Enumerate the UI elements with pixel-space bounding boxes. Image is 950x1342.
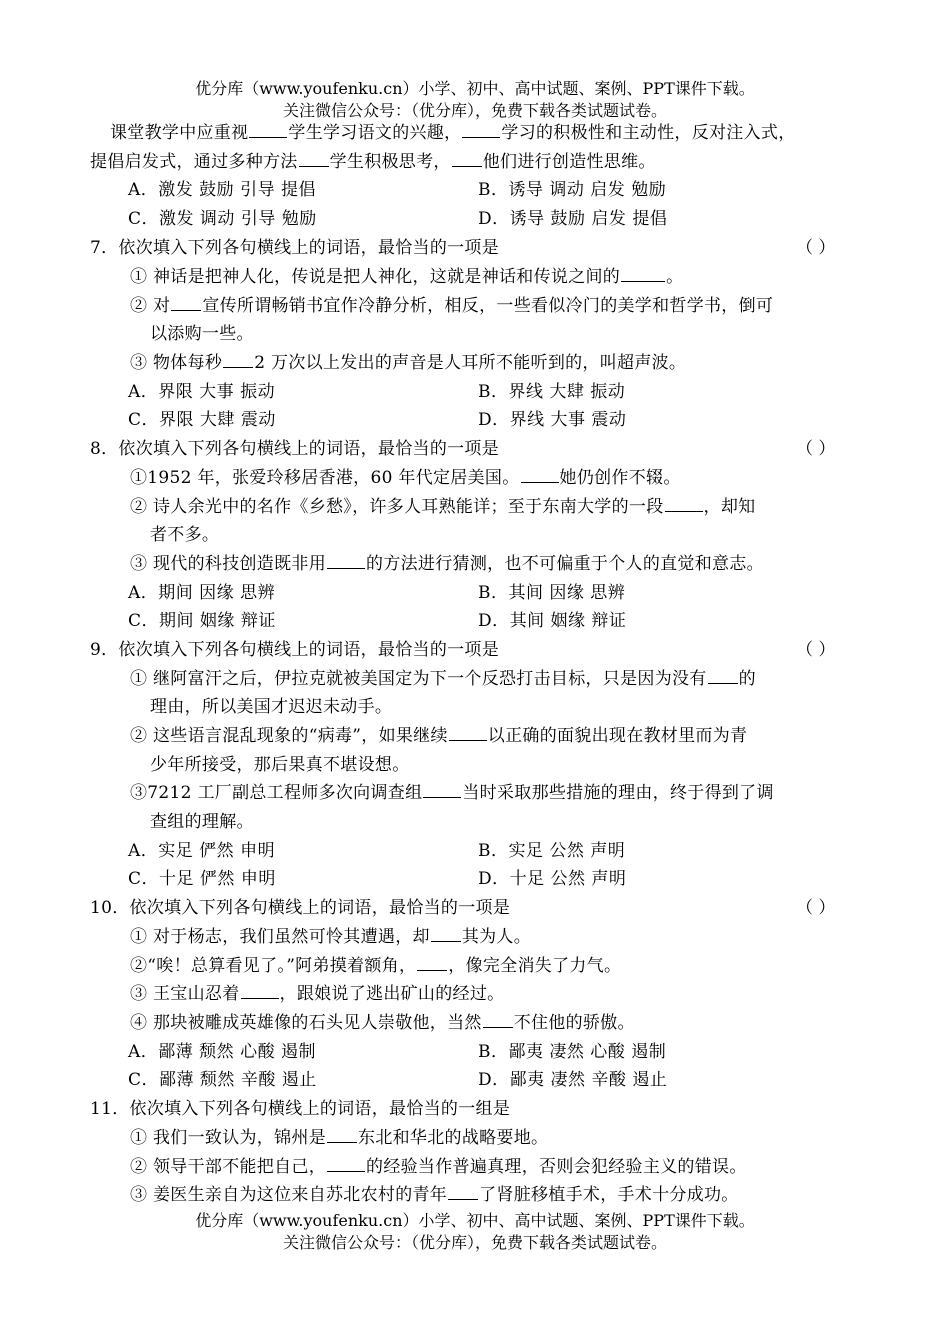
q6-option-d[interactable]: D．诱导 鼓励 启发 提倡 bbox=[478, 209, 668, 229]
q7-item-3: ③ 物体每秒 2 万次以上发出的声音是人耳所不能听到的，叫超声波。 bbox=[130, 353, 687, 373]
q7-item-2-cont: 以添购一些。 bbox=[150, 324, 254, 344]
q8-item-2-cont: 者不多。 bbox=[150, 525, 220, 545]
q8-item-3: ③ 现代的科技创造既非用 的方法进行猜测，也不可偏重于个人的直觉和意志。 bbox=[130, 554, 764, 574]
header-line-1: 优分库（www.youfenku.cn）小学、初中、高中试题、案例、PPT课件下载。 bbox=[195, 79, 755, 98]
q11-item-3: ③ 姜医生亲自为这位来自苏北农村的青年 了肾脏移植手术，手术十分成功。 bbox=[130, 1185, 739, 1205]
q9-item-3-cont: 查组的理解。 bbox=[150, 812, 254, 832]
q8-title: 8．依次填入下列各句横线上的词语，最恰当的一项是 bbox=[90, 439, 500, 459]
header-line-2: 关注微信公众号：（优分库），免费下载各类试题试卷。 bbox=[282, 101, 667, 120]
answer-blank[interactable] bbox=[223, 351, 253, 368]
q10-option-d[interactable]: D．鄙夷 凄然 辛酸 遏止 bbox=[478, 1070, 668, 1090]
q11-item-1: ① 我们一致认为，锦州是 东北和华北的战略要地。 bbox=[130, 1128, 549, 1148]
q10-answer-paren[interactable]: （ ） bbox=[796, 898, 836, 918]
answer-blank[interactable] bbox=[327, 1126, 357, 1143]
q10-item-1: ① 对于杨志，我们虽然可怜其遭遇，却 其为人。 bbox=[130, 927, 532, 947]
answer-blank[interactable] bbox=[621, 265, 665, 282]
q8-option-a[interactable]: A．期间 因缘 思辨 bbox=[128, 583, 276, 603]
q7-option-a[interactable]: A．界限 大事 振动 bbox=[128, 382, 276, 402]
q9-option-d[interactable]: D．十足 公然 声明 bbox=[478, 869, 627, 889]
footer-line-1: 优分库（www.youfenku.cn）小学、初中、高中试题、案例、PPT课件下载。 bbox=[195, 1211, 755, 1230]
q8-answer-paren[interactable]: （ ） bbox=[796, 439, 836, 459]
q6-option-a[interactable]: A．激发 鼓励 引导 提倡 bbox=[128, 180, 316, 200]
answer-blank[interactable] bbox=[327, 552, 365, 569]
q10-item-2: ②“唉！总算看见了。”阿弟摸着额角， ，像完全消失了力气。 bbox=[130, 956, 622, 976]
q11-title: 11．依次填入下列各句横线上的词语，最恰当的一组是 bbox=[90, 1099, 511, 1119]
q9-item-3: ③7212 工厂副总工程师多次向调查组 当时采取那些措施的理由，终于得到了调 bbox=[130, 783, 774, 803]
q10-item-3: ③ 王宝山忍着 ，跟娘说了逃出矿山的经过。 bbox=[130, 984, 505, 1004]
q9-option-a[interactable]: A．实足 俨然 申明 bbox=[128, 841, 276, 861]
answer-blank[interactable] bbox=[665, 495, 703, 512]
answer-blank[interactable] bbox=[299, 150, 329, 167]
q8-option-c[interactable]: C．期间 姻缘 辩证 bbox=[128, 611, 276, 631]
answer-blank[interactable] bbox=[462, 121, 500, 138]
q8-option-d[interactable]: D．其间 姻缘 辩证 bbox=[478, 611, 627, 631]
q8-item-2: ② 诗人余光中的名作《乡愁》，许多人耳熟能详；至于东南大学的一段 ，却知 bbox=[130, 497, 756, 517]
q9-item-1: ① 继阿富汗之后，伊拉克就被美国定为下一个反恐打击目标，只是因为没有 的 bbox=[130, 669, 756, 689]
q9-option-b[interactable]: B．实足 公然 声明 bbox=[478, 841, 626, 861]
answer-blank[interactable] bbox=[521, 466, 559, 483]
q7-option-d[interactable]: D．界线 大事 震动 bbox=[478, 410, 627, 430]
q9-answer-paren[interactable]: （ ） bbox=[796, 640, 836, 660]
q9-item-2-cont: 少年所接受，那后果真不堪设想。 bbox=[150, 755, 410, 775]
answer-blank[interactable] bbox=[449, 724, 487, 741]
footer-line-2: 关注微信公众号：（优分库），免费下载各类试题试卷。 bbox=[282, 1233, 667, 1252]
q9-item-2: ② 这些语言混乱现象的“病毒”，如果继续 以正确的面貌出现在教材里而为青 bbox=[130, 726, 748, 746]
q7-item-1: ① 神话是把神人化，传说是把人神化，这就是神话和传说之间的 。 bbox=[130, 267, 684, 287]
answer-blank[interactable] bbox=[241, 982, 279, 999]
q8-option-b[interactable]: B．其间 因缘 思辨 bbox=[478, 583, 626, 603]
answer-blank[interactable] bbox=[431, 925, 461, 942]
q10-option-c[interactable]: C．鄙薄 颓然 辛酸 遏止 bbox=[128, 1070, 317, 1090]
q9-option-c[interactable]: C．十足 俨然 申明 bbox=[128, 869, 276, 889]
q11-item-2: ② 领导干部不能把自己， 的经验当作普遍真理，否则会犯经验主义的错误。 bbox=[130, 1157, 747, 1177]
q7-item-2: ② 对 宣传所谓畅销书宜作冷静分析，相反，一些看似冷门的美学和哲学书，倒可 bbox=[130, 296, 774, 316]
answer-blank[interactable] bbox=[452, 150, 482, 167]
q9-title: 9．依次填入下列各句横线上的词语，最恰当的一项是 bbox=[90, 640, 500, 660]
answer-blank[interactable] bbox=[448, 1183, 478, 1200]
q10-item-4: ④ 那块被雕成英雄像的石头见人崇敬他，当然 不住他的骄傲。 bbox=[130, 1013, 635, 1033]
answer-blank[interactable] bbox=[708, 667, 738, 684]
answer-blank[interactable] bbox=[249, 121, 287, 138]
q10-option-b[interactable]: B．鄙夷 凄然 心酸 遏制 bbox=[478, 1042, 667, 1062]
answer-blank[interactable] bbox=[417, 954, 447, 971]
answer-blank[interactable] bbox=[171, 294, 201, 311]
q6-line-1: 课堂教学中应重视 学生学习语文的兴趣， 学习的积极性和主动性，反对注入式， bbox=[110, 123, 796, 143]
answer-blank[interactable] bbox=[327, 1155, 365, 1172]
answer-blank[interactable] bbox=[423, 781, 461, 798]
q9-item-1-cont: 理由，所以美国才迟迟未动手。 bbox=[150, 697, 393, 717]
q6-option-c[interactable]: C．激发 调动 引导 勉励 bbox=[128, 209, 317, 229]
q10-title: 10．依次填入下列各句横线上的词语，最恰当的一项是 bbox=[90, 898, 511, 918]
q8-item-1: ①1952 年，张爱玲移居香港，60 年代定居美国。 她仍创作不辍。 bbox=[130, 468, 681, 488]
q6-option-b[interactable]: B．诱导 调动 启发 勉励 bbox=[478, 180, 667, 200]
answer-blank[interactable] bbox=[483, 1011, 513, 1028]
q7-option-c[interactable]: C．界限 大肆 震动 bbox=[128, 410, 276, 430]
q10-option-a[interactable]: A．鄙薄 颓然 心酸 遏制 bbox=[128, 1042, 316, 1062]
q6-line-2: 提倡启发式，通过多种方法 学生积极思考， 他们进行创造性思维。 bbox=[90, 152, 656, 172]
q7-answer-paren[interactable]: （ ） bbox=[796, 238, 836, 258]
q7-title: 7．依次填入下列各句横线上的词语，最恰当的一项是 bbox=[90, 238, 500, 258]
q7-option-b[interactable]: B．界线 大肆 振动 bbox=[478, 382, 626, 402]
